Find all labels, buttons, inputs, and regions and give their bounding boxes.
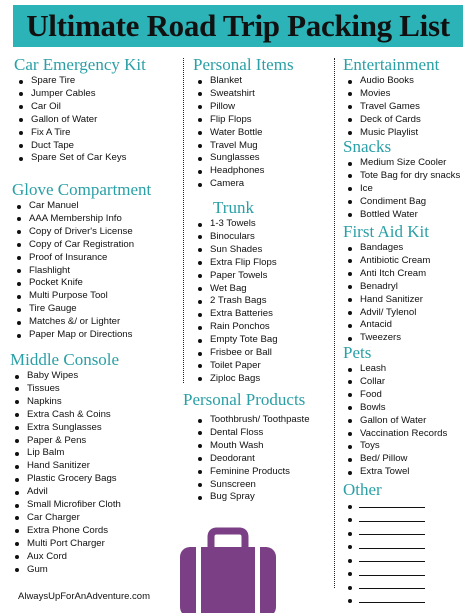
blank-line-item — [343, 500, 382, 514]
list-item: Travel Mug — [193, 140, 294, 153]
list-item: Jumper Cables — [14, 88, 146, 101]
list-item: Multi Purpose Tool — [12, 290, 151, 303]
list-item: Music Playlist — [343, 127, 439, 140]
list-item: Flip Flops — [193, 114, 294, 127]
list-item: Sun Shades — [193, 244, 278, 257]
write-in-line — [359, 548, 425, 549]
write-in-line — [359, 507, 425, 508]
section-entertainment — [343, 55, 439, 140]
list-item: Camera — [193, 178, 294, 191]
list-item: Travel Games — [343, 101, 439, 114]
blank-line-item — [343, 581, 382, 595]
list-item: 1-3 Towels — [193, 218, 278, 231]
list-item: Bottled Water — [343, 209, 460, 222]
list-item: Spare Tire — [14, 75, 146, 88]
item-list — [193, 218, 278, 386]
section-title: Middle Console — [10, 350, 120, 369]
blank-line-list — [343, 500, 382, 608]
section-personal-items — [193, 55, 294, 191]
list-item: Gallon of Water — [343, 415, 447, 428]
list-item: Tote Bag for dry snacks — [343, 170, 460, 183]
item-list — [343, 363, 447, 479]
list-item: AAA Membership Info — [12, 213, 151, 226]
list-item: Food — [343, 389, 447, 402]
list-item: Fix A Tire — [14, 127, 146, 140]
list-item: Deodorant — [193, 453, 310, 466]
list-item: Tire Gauge — [12, 303, 151, 316]
section-title: Pets — [343, 343, 372, 362]
section-trunk — [193, 198, 278, 386]
list-item: Wet Bag — [193, 283, 278, 296]
item-list — [343, 75, 439, 140]
suitcase-icon — [178, 527, 278, 613]
blank-line-item — [343, 527, 382, 541]
list-item: Advil/ Tylenol — [343, 307, 430, 320]
section-title: Snacks — [343, 137, 392, 156]
list-item: Car Charger — [10, 512, 121, 525]
list-item: Ice — [343, 183, 460, 196]
list-item: Feminine Products — [193, 466, 310, 479]
section-pets — [343, 343, 447, 479]
write-in-line — [359, 588, 425, 589]
footer-website: AlwaysUpForAnAdventure.com — [18, 591, 150, 602]
item-list — [10, 370, 121, 577]
section-glove-compartment — [12, 180, 151, 342]
section-personal-products — [183, 390, 310, 504]
column-divider-right — [334, 58, 335, 588]
section-car-emergency-kit — [14, 55, 146, 165]
section-title: First Aid Kit — [343, 222, 429, 241]
list-item: Proof of Insurance — [12, 252, 151, 265]
title-banner — [13, 5, 463, 47]
list-item: Advil — [10, 486, 121, 499]
list-item: Small Microfiber Cloth — [10, 499, 121, 512]
section-title: Entertainment — [343, 55, 440, 74]
section-snacks — [343, 137, 460, 222]
list-item: Sunglasses — [193, 152, 294, 165]
list-item: Tissues — [10, 383, 121, 396]
list-item: Baby Wipes — [10, 370, 121, 383]
list-item: Sunscreen — [193, 479, 310, 492]
list-item: Copy of Car Registration — [12, 239, 151, 252]
list-item: Leash — [343, 363, 447, 376]
list-item: Water Bottle — [193, 127, 294, 140]
item-list — [14, 75, 146, 165]
list-item: Napkins — [10, 396, 121, 409]
write-in-line — [359, 561, 425, 562]
write-in-line — [359, 602, 425, 603]
page-title: Ultimate Road Trip Packing List — [26, 8, 450, 43]
section-title: Trunk — [213, 198, 254, 217]
list-item: Lip Balm — [10, 447, 121, 460]
list-item: Blanket — [193, 75, 294, 88]
list-item: Binoculars — [193, 231, 278, 244]
list-item: Frisbee or Ball — [193, 347, 278, 360]
item-list — [193, 75, 294, 191]
list-item: Bed/ Pillow — [343, 453, 447, 466]
list-item: Anti Itch Cream — [343, 268, 430, 281]
list-item: Extra Towel — [343, 466, 447, 479]
list-item: Sweatshirt — [193, 88, 294, 101]
list-item: Copy of Driver's License — [12, 226, 151, 239]
section-title: Personal Products — [183, 390, 306, 409]
column-divider-left — [183, 58, 184, 383]
item-list — [12, 200, 151, 342]
list-item: 2 Trash Bags — [193, 295, 278, 308]
blank-line-item — [343, 568, 382, 582]
list-item: Rain Ponchos — [193, 321, 278, 334]
list-item: Paper Towels — [193, 270, 278, 283]
list-item: Aux Cord — [10, 551, 121, 564]
list-item: Movies — [343, 88, 439, 101]
list-item: Hand Sanitizer — [343, 294, 430, 307]
list-item: Extra Sunglasses — [10, 422, 121, 435]
blank-line-item — [343, 541, 382, 555]
section-title: Car Emergency Kit — [14, 55, 146, 74]
list-item: Ziploc Bags — [193, 373, 278, 386]
list-item: Collar — [343, 376, 447, 389]
list-item: Extra Cash & Coins — [10, 409, 121, 422]
list-item: Duct Tape — [14, 140, 146, 153]
write-in-line — [359, 534, 425, 535]
list-item: Antibiotic Cream — [343, 255, 430, 268]
item-list — [343, 157, 460, 222]
section-title: Other — [343, 480, 382, 499]
section-other — [343, 480, 382, 608]
blank-line-item — [343, 595, 382, 609]
list-item: Tweezers — [343, 332, 430, 345]
blank-line-item — [343, 514, 382, 528]
list-item: Plastic Grocery Bags — [10, 473, 121, 486]
item-list — [193, 414, 310, 504]
list-item: Condiment Bag — [343, 196, 460, 209]
list-item: Extra Flip Flops — [193, 257, 278, 270]
section-middle-console — [10, 350, 121, 577]
list-item: Flashlight — [12, 265, 151, 278]
list-item: Gum — [10, 564, 121, 577]
list-item: Toothbrush/ Toothpaste — [193, 414, 310, 427]
list-item: Paper Map or Directions — [12, 329, 151, 342]
list-item: Car Oil — [14, 101, 146, 114]
write-in-line — [359, 575, 425, 576]
list-item: Toilet Paper — [193, 360, 278, 373]
list-item: Matches &/ or Lighter — [12, 316, 151, 329]
list-item: Empty Tote Bag — [193, 334, 278, 347]
list-item: Medium Size Cooler — [343, 157, 460, 170]
list-item: Audio Books — [343, 75, 439, 88]
section-title: Personal Items — [193, 55, 294, 74]
list-item: Pocket Knife — [12, 277, 151, 290]
item-list — [343, 242, 430, 345]
list-item: Extra Phone Cords — [10, 525, 121, 538]
blank-line-item — [343, 554, 382, 568]
list-item: Antacid — [343, 319, 430, 332]
list-item: Mouth Wash — [193, 440, 310, 453]
section-first-aid-kit — [343, 222, 430, 345]
list-item: Extra Batteries — [193, 308, 278, 321]
list-item: Bowls — [343, 402, 447, 415]
list-item: Pillow — [193, 101, 294, 114]
list-item: Headphones — [193, 165, 294, 178]
section-title: Glove Compartment — [12, 180, 152, 199]
list-item: Dental Floss — [193, 427, 310, 440]
list-item: Multi Port Charger — [10, 538, 121, 551]
list-item: Bandages — [343, 242, 430, 255]
list-item: Hand Sanitizer — [10, 460, 121, 473]
list-item: Deck of Cards — [343, 114, 439, 127]
list-item: Gallon of Water — [14, 114, 146, 127]
list-item: Benadryl — [343, 281, 430, 294]
list-item: Spare Set of Car Keys — [14, 152, 146, 165]
list-item: Vaccination Records — [343, 428, 447, 441]
list-item: Paper & Pens — [10, 435, 121, 448]
list-item: Car Manuel — [12, 200, 151, 213]
list-item: Toys — [343, 440, 447, 453]
write-in-line — [359, 521, 425, 522]
list-item: Bug Spray — [193, 491, 310, 504]
